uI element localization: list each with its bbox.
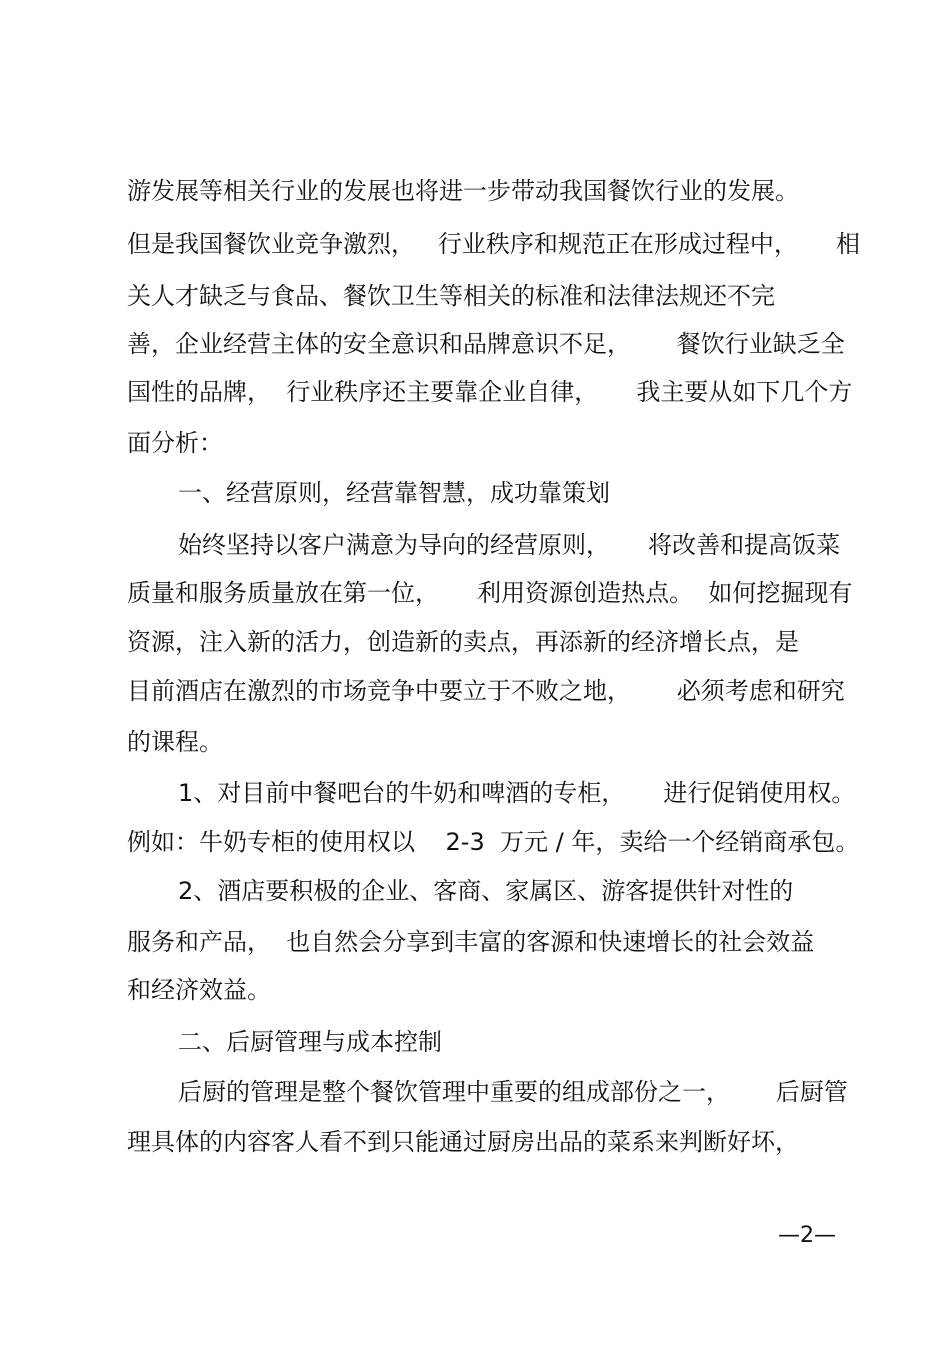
text-line: 服务和产品， 也自然会分享到丰富的客源和快速增长的社会效益 — [127, 928, 815, 956]
text-line: 的课程。 — [127, 728, 223, 756]
text-line: 理具体的内容客人看不到只能通过厨房出品的菜系来判断好坏， — [127, 1128, 799, 1156]
section-heading: 二、后厨管理与成本控制 — [178, 1028, 442, 1056]
text-line: 游发展等相关行业的发展也将进一步带动我国餐饮行业的发展。 — [127, 177, 799, 205]
text-line: 始终坚持以客户满意为导向的经营原则， 将改善和提高饭菜 — [178, 531, 841, 559]
text-line: 资源，注入新的活力，创造新的卖点，再添新的经济增长点，是 — [127, 628, 799, 656]
section-heading: 一、经营原则，经营靠智慧，成功靠策划 — [178, 479, 610, 507]
text-line: 后厨的管理是整个餐饮管理中重要的组成部份之一， 后厨管 — [178, 1078, 848, 1106]
text-line: 1、对目前中餐吧台的牛奶和啤酒的专柜， 进行促销使用权。 — [178, 779, 856, 807]
text-line: 目前酒店在激烈的市场竞争中要立于不败之地， 必须考虑和研究 — [127, 677, 845, 705]
text-line: 但是我国餐饮业竞争激烈， 行业秩序和规范正在形成过程中， 相 — [127, 230, 861, 258]
text-line: 例如：牛奶专柜的使用权以 2-3 万元 / 年，卖给一个经销商承包。 — [127, 828, 860, 856]
text-line: 关人才缺乏与食品、餐饮卫生等相关的标准和法律法规还不完 — [127, 282, 775, 310]
text-line: 质量和服务质量放在第一位， 利用资源创造热点。 如何挖掘现有 — [127, 579, 853, 607]
text-line: 和经济效益。 — [127, 976, 271, 1004]
text-line: 国性的品牌， 行业秩序还主要靠企业自律， 我主要从如下几个方 — [127, 378, 853, 406]
text-line: 善，企业经营主体的安全意识和品牌意识不足， 餐饮行业缺乏全 — [127, 330, 845, 358]
page-number: —2— — [778, 1223, 836, 1248]
text-line: 面分析： — [127, 429, 223, 457]
text-line: 2、酒店要积极的企业、客商、家属区、游客提供针对性的 — [178, 877, 794, 905]
